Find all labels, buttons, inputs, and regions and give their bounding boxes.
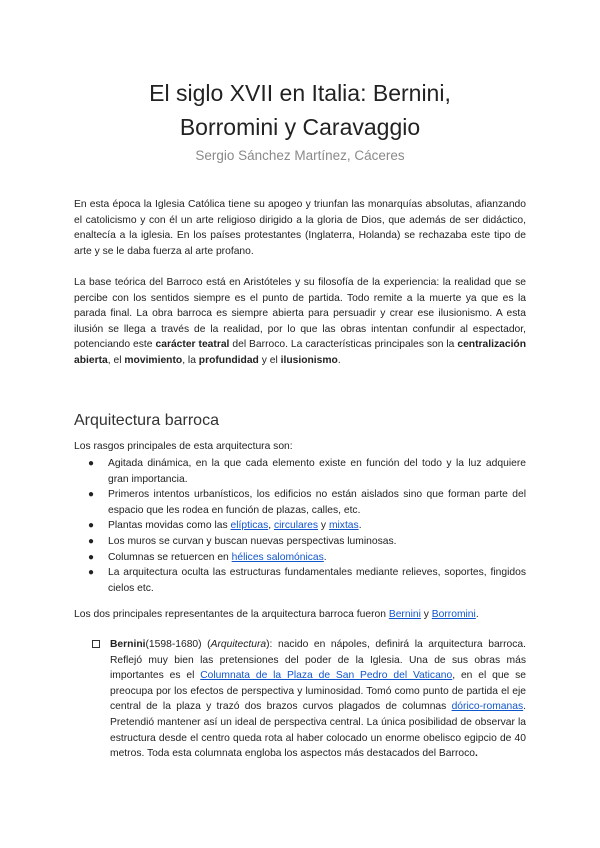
theory-text-4: , la xyxy=(182,354,199,366)
link-elipticas[interactable]: elípticas xyxy=(230,520,269,532)
list-item xyxy=(74,565,526,596)
document-subtitle: Sergio Sánchez Martínez, Cáceres xyxy=(195,148,405,163)
feature-text: La arquitectura oculta las estructuras fundamentales mediante relieves, soportes, fingidos cielos etc. xyxy=(108,567,526,594)
bullet-icon: ● xyxy=(88,535,95,547)
link-borromini[interactable]: Borromini xyxy=(431,609,476,620)
theory-text-5: y el xyxy=(258,354,281,366)
feature-end: . xyxy=(358,520,362,532)
bernini-entry xyxy=(92,637,526,762)
representatives-end: . xyxy=(475,609,479,620)
link-mixtas[interactable]: mixtas xyxy=(328,520,359,532)
bernini-years: (1598-1680) ( xyxy=(145,639,211,650)
feature-text: Primeros intentos urbanísticos, los edificios no están aislados sino que forman parte del espacio que les rodea en función de plazas, calles, etc. xyxy=(108,489,526,516)
feature-text: Columnas se retuercen en xyxy=(108,551,232,563)
document-title xyxy=(60,76,540,144)
feature-text: Agitada dinámica, en la que cada elemento existe en función del todo y la luz adquiere gran importancia. xyxy=(108,458,526,485)
features-intro: Los rasgos principales de esta arquitectura son: xyxy=(74,441,293,452)
theory-bold-2: centralización abierta xyxy=(74,339,527,366)
theory-text-6: . xyxy=(337,354,341,366)
bernini-content xyxy=(92,637,526,762)
bullet-icon: ● xyxy=(88,551,95,563)
section-heading-architecture: Arquitectura barroca xyxy=(74,412,219,429)
feature-sep: , xyxy=(268,520,274,532)
list-item xyxy=(74,456,526,487)
bullet-icon: ● xyxy=(88,458,95,469)
bernini-name: Bernini xyxy=(110,639,146,650)
bernini-text-2: , en el que se preocupa por los efectos de perspectiva y luminosidad. Tomó como punto de partida el eje central de la plaza y trazó dos brazos curvos plagados de columnas xyxy=(110,670,526,713)
representatives-paragraph xyxy=(74,609,544,620)
bernini-field: Arquitectura xyxy=(210,639,267,650)
intro-paragraph: En esta época la Iglesia Católica tiene su apogeo y triunfan las monarquías absolutas, afianzando el catolicismo y con él un arte religioso dirigido a la gloria de Dios, que además de ser didáctico, enaltecía a la iglesia. En los países protestantes (Inglaterra, Holanda) se rechazaba este tipo de arte y se le daba fuerza al arte profano. xyxy=(74,199,526,257)
bernini-text-3: . Pretendió mantener así un ideal de perspectiva central. La única posibilidad de observar la estructura desde el centro queda rota al haber colocado un enorme obelisco egipcio de 40 metros. Toda esta columnata engloba los aspectos más destacados del Barroco xyxy=(110,701,526,760)
theory-text-2: del Barroco. La características principales son la xyxy=(229,339,458,351)
theory-text-3: , el xyxy=(107,354,125,366)
bernini-text-1: ): nacido en nápoles, definirá la arquitectura barroca. Reflejó muy bien las pretensiones del poder de la Iglesia. Una de sus obras más importantes es el xyxy=(110,639,526,682)
theory-text-1: La base teórica del Barroco está en Aristóteles y su filosofía de la experiencia: la realidad que se percibe con los sentidos siempre es el punto de partida. Todo remite a la muerte ya que es la parada final. La obra barroca es siempre abierta para persuadir y crear ese ilusionismo. A esta ilusión se llega a través de la realidad, por lo que las obras intentan confundir al espectador, potenciando este xyxy=(74,277,526,351)
title-line-2: Borromini y Caravaggio xyxy=(179,114,421,140)
link-dorico-romanas[interactable]: dórico-romanas xyxy=(451,701,524,713)
list-item xyxy=(74,487,526,518)
representatives-text: Los dos principales representantes de la arquitectura barroca fueron xyxy=(74,609,389,620)
theory-bold-1: carácter teatral xyxy=(155,339,230,351)
bullet-icon: ● xyxy=(88,520,95,532)
theory-bold-5: ilusionismo xyxy=(280,354,338,366)
feature-end: . xyxy=(323,551,327,563)
theory-paragraph xyxy=(74,275,526,369)
link-bernini[interactable]: Bernini xyxy=(388,609,421,620)
theory-bold-3: movimiento xyxy=(124,354,183,366)
feature-text: Los muros se curvan y buscan nuevas perspectivas luminosas. xyxy=(108,535,397,547)
title-line-1: El siglo XVII en Italia: Bernini, xyxy=(149,80,451,106)
checkbox-bullet-icon xyxy=(92,640,100,648)
list-item xyxy=(74,550,526,566)
bullet-icon: ● xyxy=(88,489,95,501)
feature-text: Plantas movidas como las xyxy=(108,520,231,532)
bernini-end: . xyxy=(475,748,478,760)
feature-sep: y xyxy=(318,520,329,532)
features-list xyxy=(74,456,526,596)
representatives-sep: y xyxy=(420,609,432,620)
link-circulares[interactable]: circulares xyxy=(274,520,319,532)
link-columnata-san-pedro[interactable]: Columnata de la Plaza de San Pedro del Vaticano xyxy=(200,670,453,682)
link-helices-salomonicas[interactable]: hélices salomónicas xyxy=(231,551,324,563)
list-item xyxy=(74,518,526,534)
theory-bold-4: profundidad xyxy=(198,354,259,366)
list-item xyxy=(74,534,526,550)
bullet-icon: ● xyxy=(88,567,95,579)
